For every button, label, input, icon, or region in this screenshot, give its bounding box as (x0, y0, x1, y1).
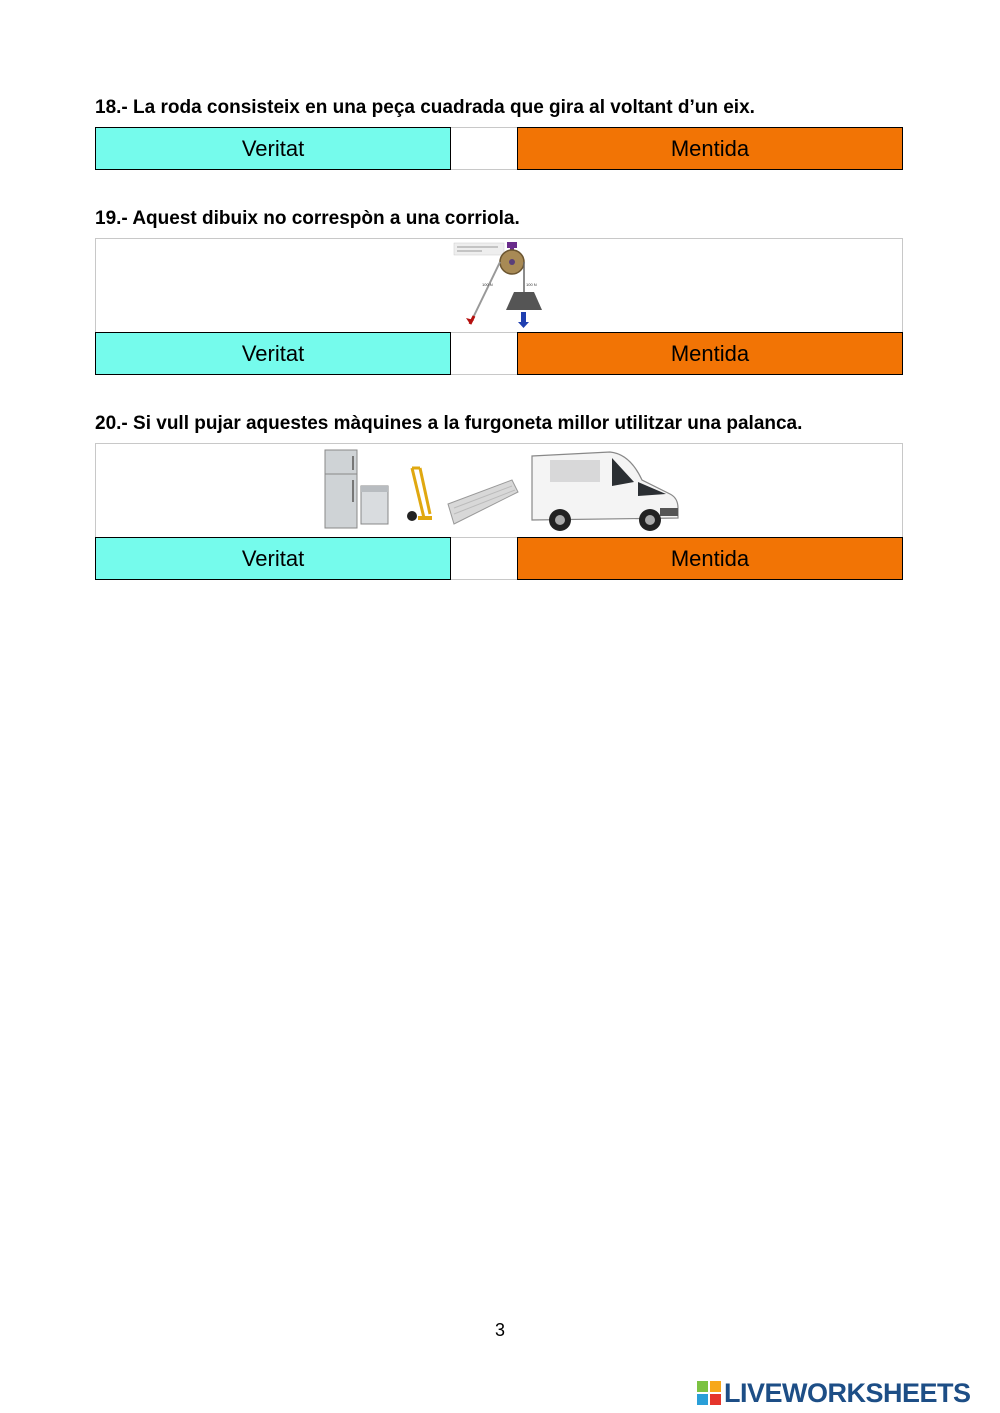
pulley-image (452, 240, 552, 332)
svg-text:100 N: 100 N (526, 282, 537, 287)
brand-logo-link[interactable] (697, 1378, 971, 1408)
true-button-19[interactable]: Veritat (95, 332, 451, 375)
answer-row-20 (95, 537, 903, 580)
question-20-text: 20.- Si vull pujar aquestes màquines a la furgoneta millor utilitzar una palanca. (95, 413, 803, 434)
brand-name: LIVEWORKSHEETS (724, 1377, 971, 1408)
true-button-20[interactable]: Veritat (95, 537, 451, 580)
true-button-18[interactable]: Veritat (95, 127, 451, 170)
question-19-text: 19.- Aquest dibuix no correspòn a una corriola. (95, 208, 520, 229)
answer-row-19 (95, 332, 903, 375)
machines-and-van-image (320, 446, 685, 534)
svg-text:100 N: 100 N (482, 282, 493, 287)
page-number: 3 (494, 1320, 505, 1340)
question-18-text: 18.- La roda consisteix en una peça cuadrada que gira al voltant d’un eix. (95, 97, 755, 118)
liveworksheets-logo-icon (697, 1381, 721, 1405)
false-button-20[interactable]: Mentida (517, 537, 903, 580)
answer-row-18 (95, 127, 903, 170)
false-button-18[interactable]: Mentida (517, 127, 903, 170)
false-button-19[interactable]: Mentida (517, 332, 903, 375)
